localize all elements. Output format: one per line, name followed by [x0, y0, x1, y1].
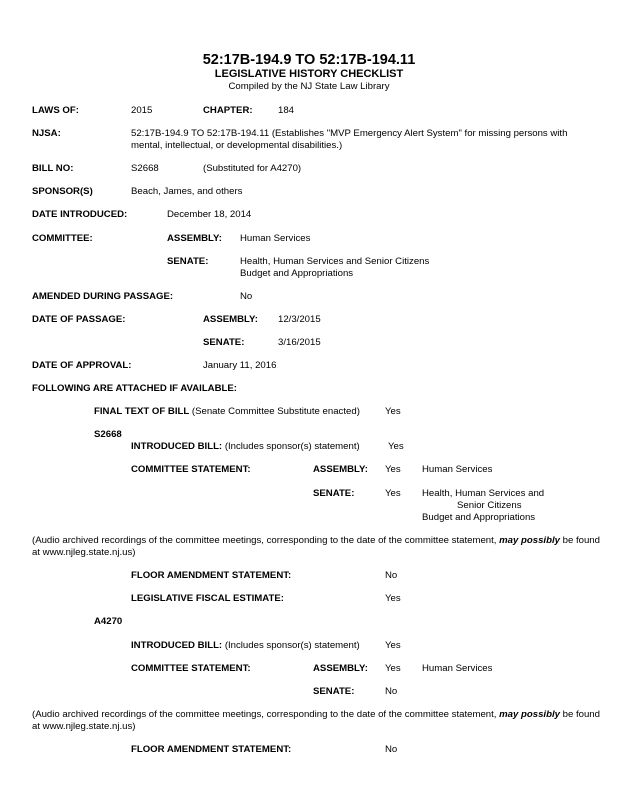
s2668-introduced-label: INTRODUCED BILL: — [131, 441, 223, 452]
chapter-value: 184 — [278, 105, 295, 116]
s2668-fiscal-value: Yes — [385, 593, 401, 604]
committee-senate-line-1: Health, Human Services and Senior Citizens — [240, 256, 430, 267]
a4270-floor-value: No — [385, 744, 398, 755]
s2668-senate-committee-line-3: Budget and Appropriations — [422, 512, 536, 523]
s2668-introduced-note: (Includes sponsor(s) statement) — [224, 441, 360, 452]
laws-of-value: 2015 — [131, 105, 153, 116]
compiled-by: Compiled by the NJ State Law Library — [228, 81, 390, 92]
s2668-assembly-value: Yes — [385, 464, 401, 475]
a4270-introduced-value: Yes — [385, 640, 401, 651]
s2668-senate-committee-line-2: Senior Citizens — [457, 500, 522, 511]
date-of-passage-label: DATE OF PASSAGE: — [32, 314, 126, 325]
laws-of-label: LAWS OF: — [32, 105, 79, 116]
committee-assembly-value: Human Services — [240, 233, 311, 244]
s2668-senate-committee-line-1: Health, Human Services and — [422, 488, 545, 499]
a4270-assembly-committee: Human Services — [422, 663, 493, 674]
committee-senate-label: SENATE: — [167, 256, 209, 267]
sponsors-value: Beach, James, and others — [131, 186, 243, 197]
s2668-assembly-label: ASSEMBLY: — [313, 464, 368, 475]
bill-no-note: (Substituted for A4270) — [203, 163, 302, 174]
bill-no-value: S2668 — [131, 163, 159, 174]
passage-assembly-value: 12/3/2015 — [278, 314, 321, 325]
final-text-label: FINAL TEXT OF BILL — [94, 406, 190, 417]
a4270-introduced-label: INTRODUCED BILL: — [131, 640, 223, 651]
s2668-heading: S2668 — [94, 429, 122, 440]
page-title: 52:17B-194.9 TO 52:17B-194.11 — [202, 52, 416, 68]
s2668-committee-statement-label: COMMITTEE STATEMENT: — [131, 464, 251, 475]
s2668-assembly-committee: Human Services — [422, 464, 493, 475]
s2668-introduced-row — [131, 441, 360, 453]
a4270-assembly-label: ASSEMBLY: — [313, 663, 368, 674]
page-subtitle: LEGISLATIVE HISTORY CHECKLIST — [214, 68, 404, 80]
s2668-fiscal-label: LEGISLATIVE FISCAL ESTIMATE: — [131, 593, 284, 604]
final-text-note: (Senate Committee Substitute enacted) — [191, 406, 360, 417]
a4270-senate-value: No — [385, 686, 398, 697]
committee-label: COMMITTEE: — [32, 233, 93, 244]
a4270-audio-note-end: be found at www.njleg.state.nj.us) — [32, 709, 600, 732]
njsa-line-2: mental, intellectual, or developmental disabilities.) — [131, 140, 343, 151]
a4270-audio-note-start: (Audio archived recordings of the committee meetings, corresponding to the date of the committee statement, — [32, 709, 497, 720]
s2668-audio-note — [32, 535, 607, 559]
s2668-audio-note-emphasis: may possibly — [499, 535, 560, 546]
amended-label: AMENDED DURING PASSAGE: — [32, 291, 174, 302]
a4270-committee-statement-label: COMMITTEE STATEMENT: — [131, 663, 251, 674]
amended-value: No — [240, 291, 253, 302]
committee-assembly-label: ASSEMBLY: — [167, 233, 222, 244]
sponsors-label: SPONSOR(S) — [32, 186, 93, 197]
a4270-assembly-value: Yes — [385, 663, 401, 674]
a4270-heading: A4270 — [94, 616, 123, 627]
njsa-label: NJSA: — [32, 128, 61, 139]
final-text-value: Yes — [385, 406, 401, 417]
passage-assembly-label: ASSEMBLY: — [203, 314, 258, 325]
a4270-floor-label: FLOOR AMENDMENT STATEMENT: — [131, 744, 292, 755]
a4270-audio-note-emphasis: may possibly — [499, 709, 560, 720]
njsa-line-1: 52:17B-194.9 TO 52:17B-194.11 (Establishes "MVP Emergency Alert System" for missing persons with — [131, 128, 568, 139]
a4270-introduced-note: (Includes sponsor(s) statement) — [224, 640, 360, 651]
s2668-floor-value: No — [385, 570, 398, 581]
s2668-introduced-value: Yes — [388, 441, 404, 452]
bill-no-label: BILL NO: — [32, 163, 74, 174]
passage-senate-label: SENATE: — [203, 337, 245, 348]
attached-heading: FOLLOWING ARE ATTACHED IF AVAILABLE: — [32, 383, 237, 394]
s2668-audio-note-start: (Audio archived recordings of the committee meetings, corresponding to the date of the committee statement, — [32, 535, 497, 546]
committee-senate-line-2: Budget and Appropriations — [240, 268, 354, 279]
s2668-floor-label: FLOOR AMENDMENT STATEMENT: — [131, 570, 292, 581]
s2668-senate-label: SENATE: — [313, 488, 355, 499]
s2668-senate-value: Yes — [385, 488, 401, 499]
s2668-audio-note-end: be found at www.njleg.state.nj.us) — [32, 535, 600, 558]
a4270-introduced-row — [131, 640, 360, 652]
a4270-senate-label: SENATE: — [313, 686, 355, 697]
passage-senate-value: 3/16/2015 — [278, 337, 321, 348]
chapter-label: CHAPTER: — [203, 105, 253, 116]
date-of-approval-value: January 11, 2016 — [203, 360, 277, 371]
date-introduced-label: DATE INTRODUCED: — [32, 209, 128, 220]
date-introduced-value: December 18, 2014 — [167, 209, 252, 220]
a4270-audio-note — [32, 709, 607, 733]
final-text-row — [94, 406, 360, 418]
date-of-approval-label: DATE OF APPROVAL: — [32, 360, 132, 371]
